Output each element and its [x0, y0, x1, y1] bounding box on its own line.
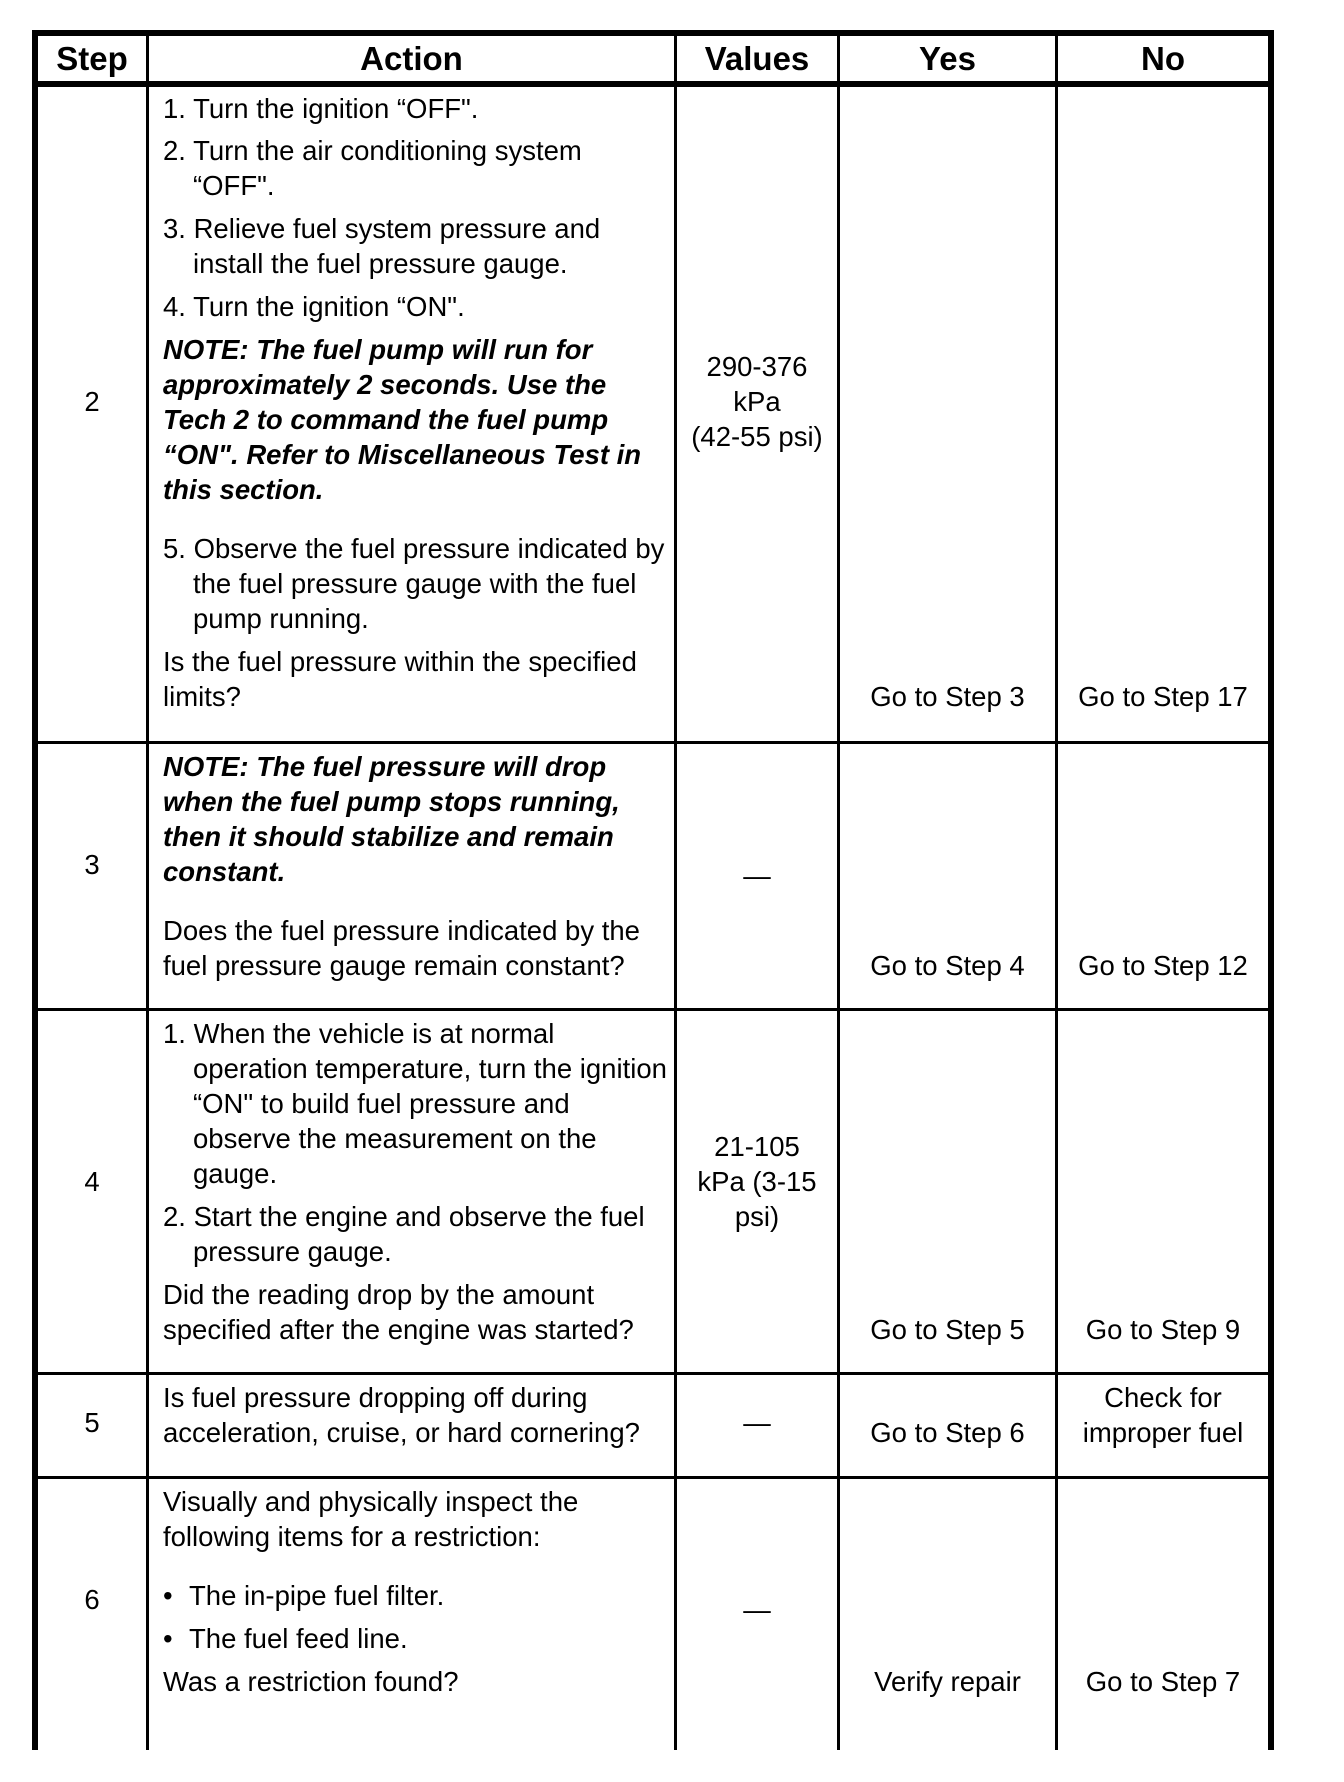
action-item-continued: pump running. [193, 603, 369, 634]
action-intro: following items for a restriction: [163, 1521, 541, 1552]
step-number: 2 [84, 386, 100, 417]
yes-result: Go to Step 3 [870, 681, 1025, 712]
action-question: Does the fuel pressure indicated by the [163, 915, 640, 946]
action-item-continued: operation temperature, turn the ignition [193, 1053, 667, 1084]
value-dash: — [743, 1594, 771, 1625]
action-question: acceleration, cruise, or hard cornering? [163, 1417, 640, 1448]
value-dash: — [743, 860, 771, 891]
row-divider [32, 1008, 1274, 1011]
yes-result: Verify repair [874, 1666, 1021, 1697]
note-text: “ON". Refer to Miscellaneous Test in [163, 439, 642, 470]
no-result: Go to Step 12 [1078, 950, 1248, 981]
step-number: 3 [84, 849, 100, 880]
yes-result: Go to Step 4 [870, 950, 1025, 981]
action-question: fuel pressure gauge remain constant? [163, 950, 625, 981]
action-item: 2. Start the engine and observe the fuel [163, 1201, 645, 1232]
header-values: Values [704, 39, 810, 77]
note-text: when the fuel pump stops running, [163, 786, 620, 817]
no-result: improper fuel [1082, 1417, 1244, 1448]
note-text: constant. [163, 856, 286, 887]
note-text: this section. [163, 474, 324, 505]
row-divider [32, 1476, 1274, 1479]
header-divider [32, 81, 1274, 87]
row-divider [32, 1372, 1274, 1375]
action-question: Was a restriction found? [163, 1666, 459, 1697]
value-text: 21-105 [714, 1131, 800, 1162]
table-border-left [32, 30, 38, 1750]
action-item: 3. Relieve fuel system pressure and [163, 213, 601, 244]
action-item-continued: the fuel pressure gauge with the fuel [193, 568, 637, 599]
value-text: kPa (3-15 [697, 1166, 817, 1197]
action-item: 2. Turn the air conditioning system [163, 135, 582, 166]
step-number: 4 [84, 1166, 100, 1197]
note-text: then it should stabilize and remain [163, 821, 614, 852]
action-question: specified after the engine was started? [163, 1314, 634, 1345]
header-step: Step [56, 39, 128, 77]
action-item: 4. Turn the ignition “ON". [163, 291, 465, 322]
row-divider [32, 741, 1274, 744]
column-divider [837, 30, 840, 1750]
note-text: Tech 2 to command the fuel pump [163, 404, 609, 435]
action-item-continued: observe the measurement on the [193, 1123, 597, 1154]
action-item-continued: pressure gauge. [193, 1236, 392, 1267]
note-text: NOTE: The fuel pump will run for [163, 334, 593, 365]
bullet-item: The in-pipe fuel filter. [189, 1580, 445, 1611]
action-item-continued: “OFF". [193, 170, 275, 201]
note-text: NOTE: The fuel pressure will drop [163, 751, 607, 782]
header-yes: Yes [919, 39, 976, 77]
header-no: No [1141, 39, 1185, 77]
action-question: limits? [163, 681, 241, 712]
bullet-icon: • [163, 1580, 173, 1611]
note-text: approximately 2 seconds. Use the [163, 369, 607, 400]
value-text: kPa [733, 386, 781, 417]
action-item: 1. When the vehicle is at normal [163, 1018, 555, 1049]
action-item: 5. Observe the fuel pressure indicated by [163, 533, 665, 564]
no-result: Go to Step 17 [1078, 681, 1248, 712]
action-question: Is fuel pressure dropping off during [163, 1382, 588, 1413]
action-question: Did the reading drop by the amount [163, 1279, 595, 1310]
table-border-right [1268, 30, 1274, 1750]
action-item-continued: install the fuel pressure gauge. [193, 248, 568, 279]
action-intro: Visually and physically inspect the [163, 1486, 579, 1517]
action-item-continued: “ON" to build fuel pressure and [193, 1088, 570, 1119]
no-result: Go to Step 9 [1085, 1314, 1241, 1345]
value-text: (42-55 psi) [691, 421, 823, 452]
column-divider [146, 30, 149, 1750]
bullet-icon: • [163, 1623, 173, 1654]
action-question: Is the fuel pressure within the specified [163, 646, 637, 677]
no-result: Check for [1104, 1382, 1222, 1413]
value-text: 290-376 [706, 351, 808, 382]
no-result: Go to Step 7 [1085, 1666, 1241, 1697]
bullet-item: The fuel feed line. [189, 1623, 408, 1654]
yes-result: Go to Step 6 [870, 1417, 1025, 1448]
step-number: 6 [84, 1584, 100, 1615]
yes-result: Go to Step 5 [870, 1314, 1025, 1345]
column-divider [1055, 30, 1058, 1750]
header-action: Action [360, 39, 463, 77]
value-dash: — [743, 1407, 771, 1438]
action-item: 1. Turn the ignition “OFF". [163, 93, 479, 124]
value-text: psi) [734, 1201, 780, 1232]
action-item-continued: gauge. [193, 1158, 278, 1189]
step-number: 5 [84, 1407, 100, 1438]
